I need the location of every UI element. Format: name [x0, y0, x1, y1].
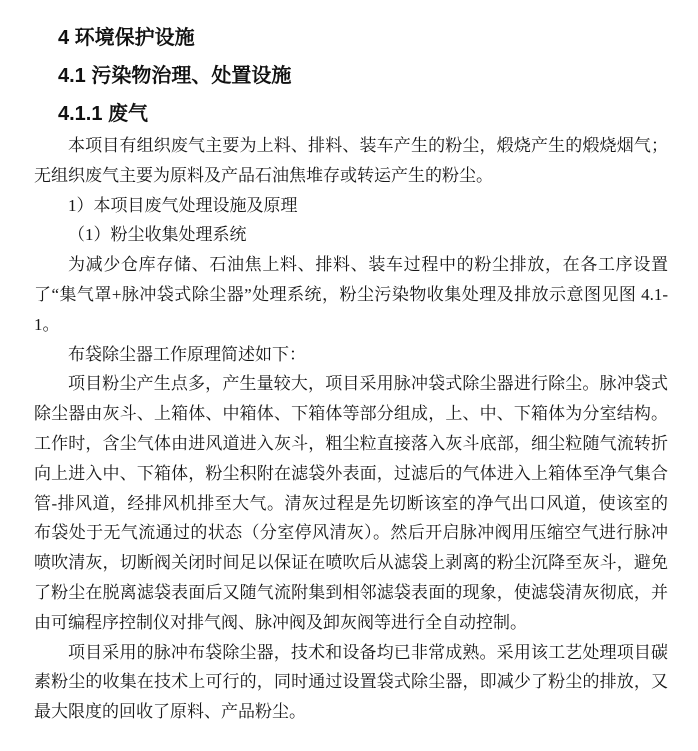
document-body [34, 131, 668, 727]
paragraph-list-item-1: 1）本项目废气处理设施及原理 [68, 195, 298, 215]
paragraph-baghouse-principle-lead-in: 布袋除尘器工作原理简述如下： [68, 344, 306, 364]
section-heading-level3: 4.1.1 废气 [58, 103, 149, 125]
paragraph-intro: 本项目有组织废气主要为上料、排料、装车产生的粉尘，煅烧产生的煅烧烟气；无组织废气主要为原料及产品石油焦堆存或转运产生的粉尘。 [34, 136, 668, 185]
paragraph-conclusion: 项目采用的脉冲布袋除尘器，技术和设备均已非常成熟。采用该工艺处理项目碳素粉尘的收集在技术上可行的，同时通过设置袋式除尘器，即减少了粉尘的排放，又最大限度的回收了原料、产品粉尘。 [34, 642, 668, 722]
section-heading-level2: 4.1 污染物治理、处置设施 [58, 65, 292, 87]
paragraph-dust-collection-system: 为减少仓库存储、石油焦上料、排料、装车过程中的粉尘排放，在各工序设置了“集气罩+脉冲袋式除尘器”处理系统，粉尘污染物收集处理及排放示意图见图 4.1-1。 [34, 255, 668, 334]
paragraph-baghouse-principle-detail: 项目粉尘产生点多，产生量较大，项目采用脉冲袋式除尘器进行除尘。脉冲袋式除尘器由灰斗、上箱体、中箱体、下箱体等部分组成，上、中、下箱体为分室结构。工作时，含尘气体由进风道进入灰斗，粗尘粒直接落入灰斗底部，细尘粒随气流转折向上进入中、下箱体，粉尘积附在滤袋外表面，过滤后的气体进入上箱体至净气集合管-排风道，经排风机排至大气。清灰过程是先切断该室的净气出口风道，使该室的布袋处于无气流通过的状态（分室停风清灰）。然后开启脉冲阀用压缩空气进行脉冲喷吹清灰，切断阀关闭时间足以保证在喷吹后从滤袋上剥离的粉尘沉降至灰斗，避免了粉尘在脱离滤袋表面后又随气流附集到相邻滤袋表面的现象，使滤袋清灰彻底，并由可编程序控制仪对排气阀、脉冲阀及卸灰阀等进行全自动控制。 [34, 374, 668, 632]
paragraph-list-item-1-1: （1）粉尘收集处理系统 [68, 225, 247, 245]
section-heading-level1: 4 环境保护设施 [58, 27, 195, 49]
